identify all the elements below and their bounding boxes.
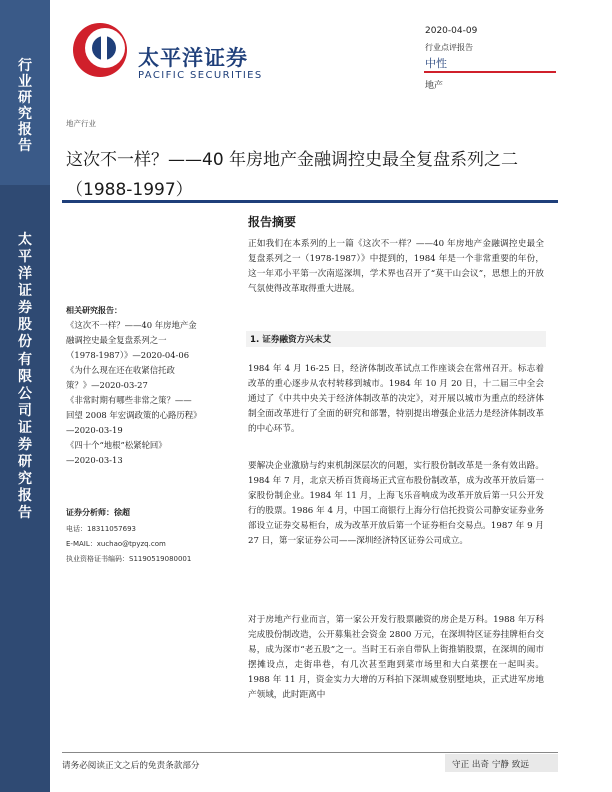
category-label: 地产行业 — [66, 119, 96, 128]
related-report-line: 策？》—2020-03-27 — [66, 380, 148, 390]
analyst-phone: 电话：18311057693 — [66, 525, 136, 533]
analyst-block — [66, 507, 130, 518]
sidebar-char: 告 — [18, 138, 32, 155]
sidebar-char: 份 — [18, 334, 32, 351]
sidebar-char: 证 — [18, 283, 32, 300]
related-report-line: 《为什么现在还在收紧信托政 — [66, 365, 175, 375]
sidebar-char: 公 — [18, 385, 32, 402]
page-title: 这次不一样？——40 年房地产金融调控史最全复盘系列之二 — [66, 150, 519, 170]
sidebar-char: 究 — [18, 106, 32, 123]
related-report-line: （1978-1987）》—2020-04-06 — [66, 350, 190, 360]
page-title-subline: （1988-1997） — [66, 180, 193, 200]
sidebar-char: 太 — [18, 232, 32, 248]
analyst-license: 执业资格证书编码：S1190519080001 — [66, 555, 192, 563]
sidebar-char: 报 — [18, 122, 32, 139]
sidebar-char: 限 — [18, 368, 32, 385]
summary-heading: 报告摘要 — [248, 215, 297, 229]
footer-slogan: 守正 出奇 宁静 致远 — [452, 760, 529, 770]
footer-disclaimer: 请务必阅读正文之后的免责条款部分 — [62, 761, 200, 771]
sidebar-report-category — [0, 58, 50, 155]
logo-english-name: PACIFIC SECURITIES — [138, 70, 263, 81]
paragraph-2: 要解决企业激励与约束机制深层次的问题，实行股份制改革是一条有效出路。1984 年 7 月，北京天桥百货商场正式宣布股份制改革，成为改革开放后第一家股份制企业。1984 年 11 月，上海飞乐音响成为改革开放后第一只公开发行的股票。1986 年 4 月，中国工商银行上海分行信托投资公司静安证券业务部设立证券交易柜台，成为改革开放后第一个证券柜台交易点。1987 年 9 月 27 日，第一家证券公司——深圳经济特区证券公司成立。 — [248, 461, 544, 546]
logo-chinese-name: 太平洋证券 — [138, 46, 248, 70]
sidebar-char: 平 — [18, 249, 32, 266]
sidebar-char: 行 — [18, 58, 32, 74]
rating: 中性 — [425, 57, 447, 70]
analyst-name: 徐超 — [114, 508, 130, 517]
sidebar-char: 洋 — [18, 266, 32, 283]
related-reports-label: 相关研究报告： — [66, 306, 122, 315]
sidebar — [0, 0, 50, 792]
title-divider — [62, 200, 558, 203]
section-heading: 1. 证券融资方兴未艾 — [250, 335, 331, 345]
analyst-email: E-MAIL：xuchao@tpyzq.com — [66, 540, 166, 548]
sidebar-char: 司 — [18, 402, 32, 419]
related-report-line: 《这次不一样？——40 年房地产金 — [66, 320, 197, 330]
sidebar-char: 研 — [18, 454, 32, 471]
sidebar-char: 证 — [18, 419, 32, 436]
sidebar-char: 业 — [18, 74, 32, 91]
sidebar-char: 报 — [18, 488, 32, 505]
sidebar-company-name — [0, 232, 50, 522]
sidebar-char: 券 — [18, 300, 32, 317]
section-heading-box — [246, 331, 546, 347]
rating-divider — [424, 71, 556, 73]
sidebar-char: 研 — [18, 90, 32, 107]
sidebar-char: 究 — [18, 471, 32, 488]
related-reports-list — [66, 318, 234, 468]
related-report-line: —2020-03-19 — [66, 425, 123, 435]
summary-intro: 正如我们在本系列的上一篇《这次不一样？——40 年房地产金融调控史最全复盘系列之一（1978-1987）》中提到的，1984 年是一个非常重要的年份，这一年邓小平第一次南巡深圳，学术界也召开了“莫干山会议”，思想上的开放气氛使得改革取得重大进展。 — [248, 239, 544, 294]
sidebar-char: 券 — [18, 436, 32, 453]
related-report-line: 《四十个“地根”松紧轮回》 — [66, 440, 167, 450]
related-report-line: 回望 2008 年宏调政策的心路历程》 — [66, 410, 202, 420]
paragraph-1: 1984 年 4 月 16-25 日，经济体制改革试点工作座谈会在常州召开。标志着改革的重心逐步从农村转移到城市。1984 年 10 月 20 日，十二届三中全会通过了《中共中央关于经济体制改革的决定》，对开展以城市为重点的经济体制全面改革进行了全面的研究和部署，特别提出增强企业活力是经济体制改革的中心环节。 — [248, 364, 544, 434]
sidebar-char: 有 — [18, 351, 32, 368]
analyst-label: 证券分析师： — [66, 508, 114, 517]
related-report-line: 融调控史最全复盘系列之一 — [66, 335, 167, 345]
sidebar-char: 股 — [18, 317, 32, 334]
paragraph-3: 对于房地产行业而言，第一家公开发行股票融资的房企是万科。1988 年万科完成股份制改造，公开募集社会资金 2800 万元，在深圳特区证券挂牌柜台交易，成为深市“老五股”之一。当时王石亲自带队上街推销股票，在深圳的闹市摆摊设点，走街串巷，有几次甚至跑到菜市场里和大白菜摆在一起叫卖。1988 年 11 月，资金实力大增的万科拍下深圳威登别墅地块，正式进军房地产领域，此时距离中 — [248, 615, 544, 700]
sidebar-char: 告 — [18, 505, 32, 522]
industry: 地产 — [425, 81, 444, 91]
related-report-line: —2020-03-13 — [66, 455, 123, 465]
related-report-line: 《非常时期有哪些非常之策？—— — [66, 395, 192, 405]
footer-divider — [62, 752, 558, 753]
report-type: 行业点评报告 — [425, 43, 473, 52]
report-date: 2020-04-09 — [425, 26, 478, 36]
